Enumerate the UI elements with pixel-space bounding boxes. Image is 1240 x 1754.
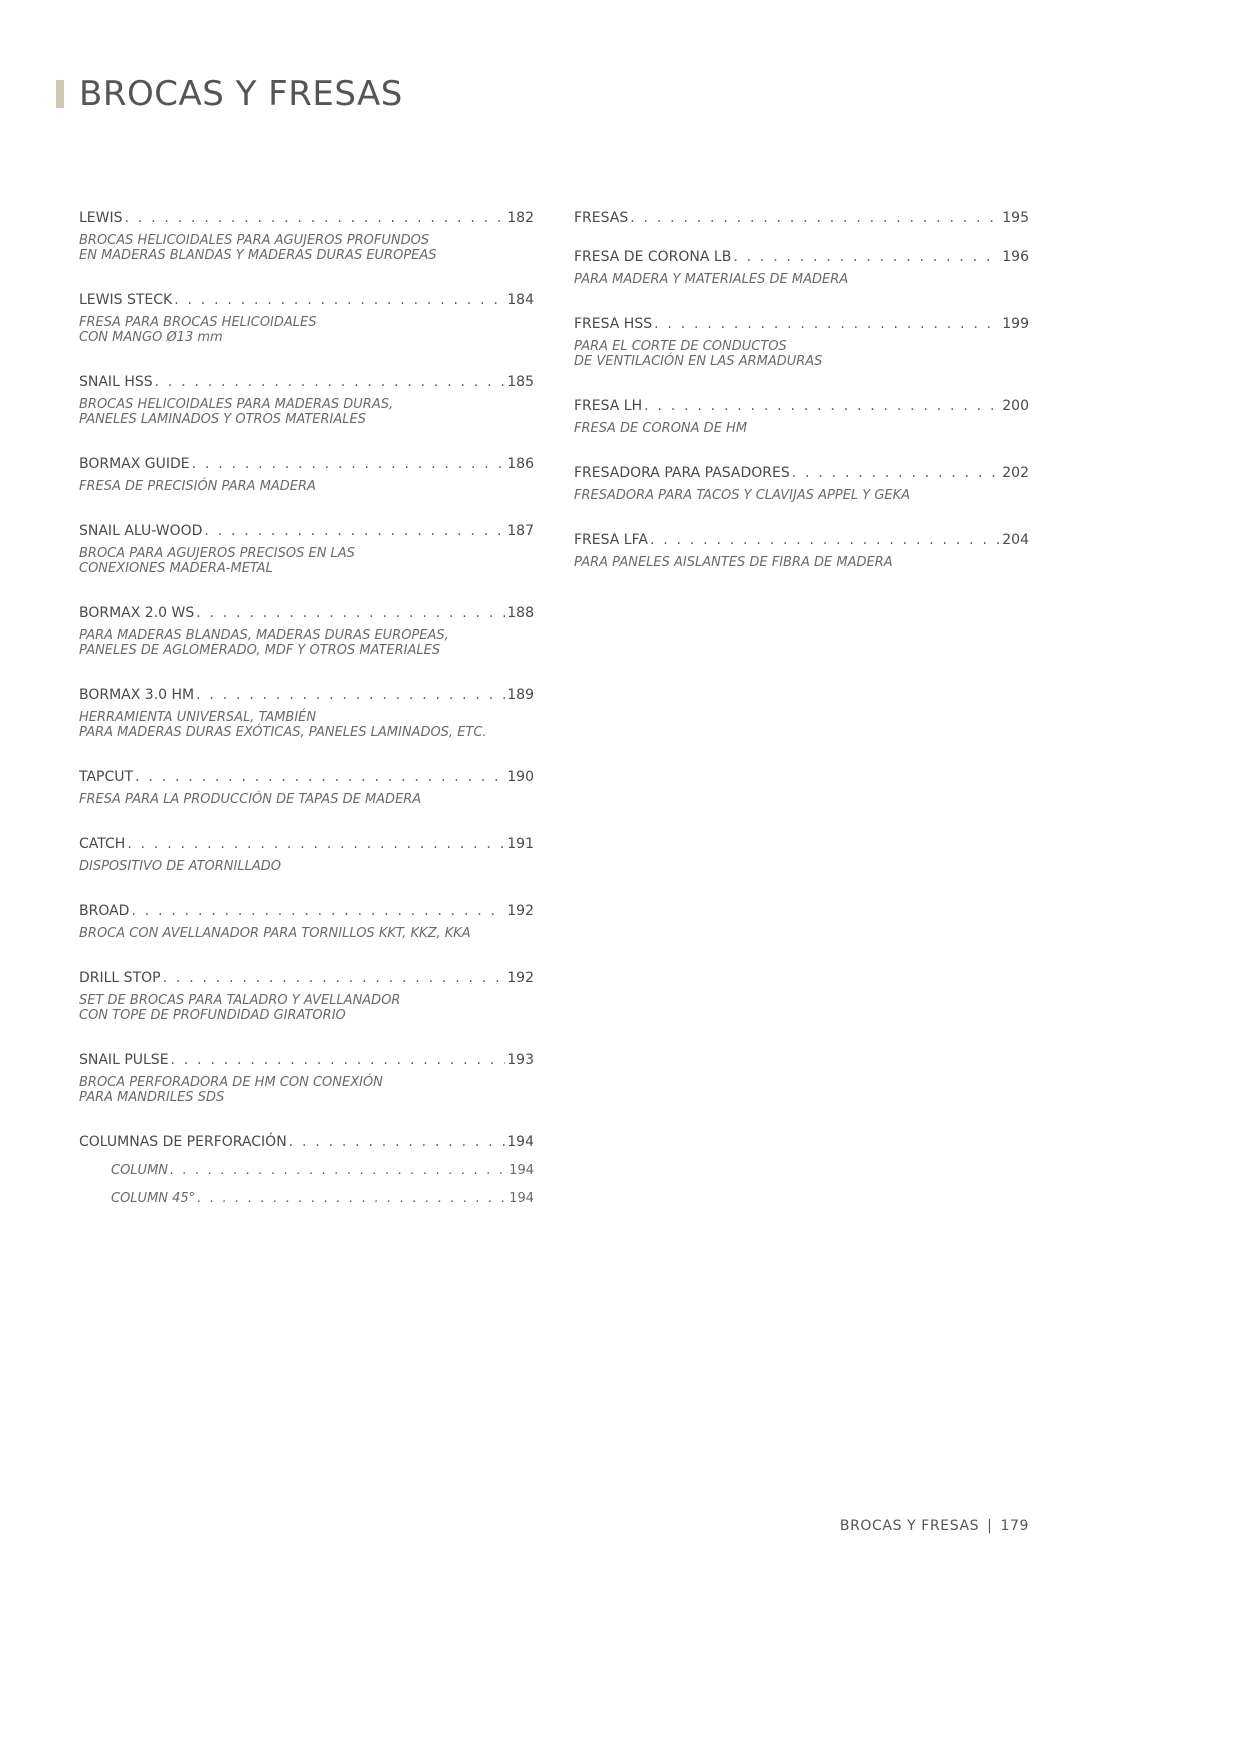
entry-title: BORMAX GUIDE [79,456,190,472]
dot-leader [644,391,1000,421]
toc-entry[interactable] [79,1127,534,1157]
entry-description: FRESA PARA LA PRODUCCIÓN DE TAPAS DE MADERA [79,792,422,807]
entry-title: TAPCUT [79,769,134,785]
entry-title: COLUMNAS DE PERFORACIÓN [79,1134,287,1150]
dot-leader [204,516,505,546]
dot-leader [196,680,505,710]
dot-leader [174,285,505,315]
dot-leader [135,762,505,792]
entry-description: PARA EL CORTE DE CONDUCTOS DE VENTILACIÓN EN LAS ARMADURAS [574,339,823,369]
dot-leader [127,829,505,859]
entry-title: SNAIL PULSE [79,1052,169,1068]
entry-description: HERRAMIENTA UNIVERSAL, TAMBIÉN PARA MADERAS DURAS EXÓTICAS, PANELES LAMINADOS, ETC. [79,710,487,740]
sub-entry-page-number: 194 [509,1191,534,1206]
dot-leader [792,458,1001,488]
entry-title: FRESA LH [574,398,643,414]
entry-page-number: 202 [1002,465,1029,481]
entry-page-number: 199 [1002,316,1029,332]
dot-leader [197,1185,507,1213]
toc-sub-entry[interactable] [79,1185,534,1213]
entry-title: BROAD [79,903,130,919]
dot-leader [654,309,1000,339]
entry-title: FRESADORA PARA PASADORES [574,465,790,481]
page-title: BROCAS Y FRESAS [79,74,403,114]
entry-page-number: 195 [1002,210,1029,226]
toc-entry[interactable] [79,598,534,658]
dot-leader [125,203,506,233]
toc-left-column [79,203,534,1213]
entry-title: FRESA HSS [574,316,653,332]
page-footer [840,1518,1029,1534]
entry-description: FRESA DE CORONA DE HM [574,421,748,436]
toc-entry[interactable] [79,896,534,941]
entry-page-number: 192 [507,970,534,986]
entry-title: DRILL STOP [79,970,161,986]
dot-leader [131,896,505,926]
toc-entry[interactable] [574,458,1029,503]
toc-entry[interactable] [574,309,1029,369]
entry-page-number: 190 [507,769,534,785]
dot-leader [170,1157,507,1185]
toc-entry[interactable] [79,285,534,345]
entry-title: SNAIL HSS [79,374,153,390]
entry-description: SET DE BROCAS PARA TALADRO Y AVELLANADOR CON TOPE DE PROFUNDIDAD GIRATORIO [79,993,401,1023]
toc-entry[interactable] [79,367,534,427]
entry-page-number: 182 [507,210,534,226]
entry-description: BROCA PERFORADORA DE HM CON CONEXIÓN PARA MANDRILES SDS [79,1075,383,1105]
toc-entry[interactable] [79,762,534,807]
entry-page-number: 196 [1002,249,1029,265]
toc-entry[interactable] [79,680,534,740]
entry-title: CATCH [79,836,126,852]
entry-title: SNAIL ALU-WOOD [79,523,203,539]
toc-entry[interactable] [79,1045,534,1105]
dot-leader [650,525,1000,555]
toc-entry[interactable] [574,391,1029,436]
footer-separator: | [987,1518,993,1534]
toc-entry[interactable] [574,525,1029,570]
entry-description: FRESA PARA BROCAS HELICOIDALES CON MANGO Ø13 mm [79,315,317,345]
entry-page-number: 186 [507,456,534,472]
toc-entry[interactable] [79,963,534,1023]
toc-entry[interactable] [574,203,1029,233]
entry-title: LEWIS STECK [79,292,173,308]
entry-page-number: 194 [507,1134,534,1150]
entry-description: BROCA PARA AGUJEROS PRECISOS EN LAS CONEXIONES MADERA-METAL [79,546,355,576]
dot-leader [630,203,1000,233]
dot-leader [155,367,506,397]
footer-page-number: 179 [1000,1518,1029,1534]
entry-description: FRESADORA PARA TACOS Y CLAVIJAS APPEL Y GEKA [574,488,911,503]
dot-leader [163,963,506,993]
entry-page-number: 184 [507,292,534,308]
entry-title: LEWIS [79,210,123,226]
footer-section-title: BROCAS Y FRESAS [839,1518,980,1534]
title-accent-bar [56,80,64,108]
entry-description: PARA MADERAS BLANDAS, MADERAS DURAS EUROPEAS, PANELES DE AGLOMERADO, MDF Y OTROS MATERIALES [79,628,449,658]
entry-title: BORMAX 3.0 HM [79,687,195,703]
dot-leader [192,449,506,479]
entry-page-number: 200 [1002,398,1029,414]
entry-description: BROCA CON AVELLANADOR PARA TORNILLOS KKT, KKZ, KKA [79,926,471,941]
entry-page-number: 191 [507,836,534,852]
sub-entry-page-number: 194 [509,1163,534,1178]
entry-description: PARA PANELES AISLANTES DE FIBRA DE MADERA [574,555,893,570]
entry-page-number: 189 [507,687,534,703]
entry-title: FRESA LFA [574,532,648,548]
sub-entry-title: COLUMN 45° [111,1191,196,1206]
entry-page-number: 188 [507,605,534,621]
toc-entry[interactable] [574,242,1029,287]
dot-leader [171,1045,506,1075]
sub-entry-title: COLUMN [111,1163,169,1178]
entry-title: FRESA DE CORONA LB [574,249,732,265]
dot-leader [196,598,505,628]
entry-description: BROCAS HELICOIDALES PARA MADERAS DURAS, PANELES LAMINADOS Y OTROS MATERIALES [79,397,394,427]
toc-entry[interactable] [79,829,534,874]
entry-description: BROCAS HELICOIDALES PARA AGUJEROS PROFUNDOS EN MADERAS BLANDAS Y MADERAS DURAS EUROPEAS [79,233,437,263]
entry-title: FRESAS [574,210,629,226]
toc-right-column [574,203,1029,570]
entry-description: FRESA DE PRECISIÓN PARA MADERA [79,479,316,494]
toc-entry[interactable] [79,516,534,576]
entry-title: BORMAX 2.0 WS [79,605,195,621]
entry-page-number: 185 [507,374,534,390]
entry-page-number: 187 [507,523,534,539]
entry-description: DISPOSITIVO DE ATORNILLADO [79,859,281,874]
toc-entry[interactable] [79,203,534,263]
entry-page-number: 204 [1002,532,1029,548]
dot-leader [733,242,1000,272]
entry-page-number: 192 [507,903,534,919]
dot-leader [289,1127,506,1157]
entry-description: PARA MADERA Y MATERIALES DE MADERA [574,272,849,287]
toc-entry[interactable] [79,449,534,494]
entry-page-number: 193 [507,1052,534,1068]
toc-sub-entry[interactable] [79,1157,534,1185]
